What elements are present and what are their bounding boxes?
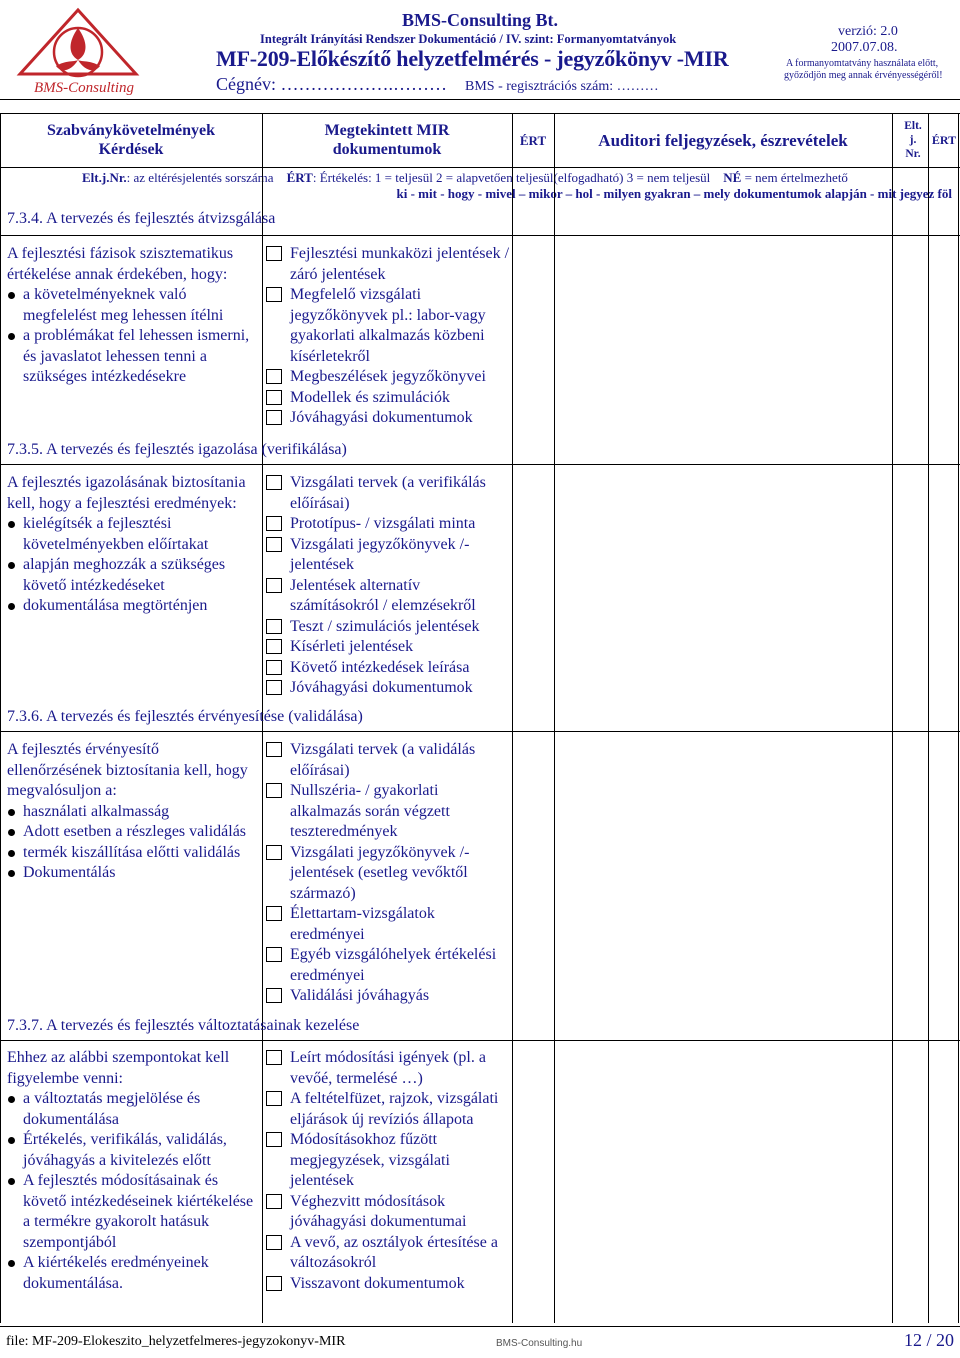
document-item — [266, 986, 512, 1007]
section-rule-735 — [0, 464, 960, 465]
document-item — [266, 658, 512, 679]
document-label: Fejlesztési munkaközi jelentések / záró jelentések — [290, 245, 510, 283]
document-title: MF-209-Előkészítő helyzetfelmérés - jegyzőkönyv -MIR — [216, 46, 729, 71]
document-item — [266, 1233, 512, 1274]
document-item — [266, 535, 512, 576]
column-header-elt-line3: Nr. — [905, 148, 921, 160]
grid-line-left — [0, 113, 1, 1323]
checkbox[interactable] — [266, 475, 282, 490]
document-label: Megfelelő vizsgálati jegyzőkönyvek pl.: labor-vagy gyakorlati alkalmazás közbeni kísérletekről — [290, 286, 486, 365]
date-text: 2007.07.08. — [831, 40, 898, 55]
column-header-ert: ÉRT — [519, 133, 547, 148]
version-text: verzió: 2.0 — [838, 24, 898, 39]
requirements-list — [7, 285, 257, 388]
document-item — [266, 1274, 512, 1295]
document-label: Véghezvitt módosítások jóváhagyási dokumentumai — [290, 1192, 467, 1230]
requirements-735 — [7, 473, 257, 617]
column-header-docs-line1: Megtekintett MIR — [324, 122, 450, 139]
document-item — [266, 945, 512, 986]
requirements-list — [7, 1089, 257, 1294]
system-line: Integrált Irányítási Rendszer Dokumentáció / IV. szint: Formanyomtatványok — [260, 32, 677, 46]
checkbox[interactable] — [266, 390, 282, 405]
document-label: Jóváhagyási dokumentumok — [290, 679, 473, 696]
checkbox[interactable] — [266, 1132, 282, 1147]
registration-label: BMS - regisztrációs szám: ……… — [465, 79, 659, 94]
checkbox[interactable] — [266, 639, 282, 654]
table-header-bottom-rule — [0, 167, 960, 168]
documents-734 — [266, 244, 512, 429]
document-item — [266, 781, 512, 843]
document-item — [266, 904, 512, 945]
checkbox[interactable] — [266, 845, 282, 860]
company-name-line — [216, 74, 659, 95]
document-label: Élettartam-vizsgálatok eredményei — [290, 905, 435, 943]
document-label: Vizsgálati tervek (a validálás előírásai) — [290, 741, 476, 779]
document-label: Modellek és szimulációk — [290, 388, 450, 406]
document-item — [266, 637, 512, 658]
legend-ne-label: NÉ — [723, 170, 742, 185]
legend-eltjnr-label: Elt.j.Nr. — [82, 170, 127, 185]
document-label: Módosításokhoz fűzött megjegyzések, vizsgálati jelentések — [290, 1131, 450, 1189]
requirements-737 — [7, 1048, 257, 1294]
document-item — [266, 576, 512, 617]
requirements-list — [7, 802, 257, 884]
checkbox[interactable] — [266, 783, 282, 798]
checkbox[interactable] — [266, 742, 282, 757]
company-name-label: Cégnév: ……………….……… — [216, 74, 447, 94]
documents-737 — [266, 1048, 512, 1294]
grid-line-docs — [512, 113, 513, 1323]
section-heading-734: 7.3.4. A tervezés és fejlesztés átvizsgálása — [7, 210, 276, 227]
legend-line-1 — [82, 170, 848, 186]
column-header-elt-line1: Elt. — [904, 120, 922, 132]
document-item — [266, 408, 512, 429]
legend-ert-label: ÉRT — [286, 170, 313, 185]
requirements-intro: Ehhez az alábbi szempontokat kell figyelembe venni: — [7, 1049, 230, 1087]
document-item — [266, 367, 512, 388]
document-item — [266, 1048, 512, 1089]
document-item — [266, 388, 512, 409]
column-header-elt-line2: j. — [909, 134, 917, 146]
document-label: Egyéb vizsgálóhelyek értékelési eredményei — [290, 946, 497, 984]
document-label: Vizsgálati jegyzőkönyvek /-jelentések (esetleg vevőktől származó) — [290, 843, 470, 902]
document-label: Jóváhagyási dokumentumok — [290, 409, 473, 426]
document-item — [266, 1130, 512, 1192]
checkbox[interactable] — [266, 1235, 282, 1250]
requirements-intro: A fejlesztés érvényesítő ellenőrzésének biztosítania kell, hogy megvalósuljon a: — [7, 741, 248, 799]
checkbox[interactable] — [266, 410, 282, 425]
document-item — [266, 617, 512, 638]
checkbox[interactable] — [266, 1091, 282, 1106]
requirement-item: a problémákat fel lehessen ismerni, és javaslatot lehessen tenni a szükséges intézkedésekre — [7, 326, 257, 388]
document-label: Visszavont dokumentumok — [290, 1274, 465, 1292]
checkbox[interactable] — [266, 1050, 282, 1065]
table-header-top-rule — [0, 113, 960, 114]
column-header-requirements-line2: Kérdések — [98, 141, 164, 158]
column-header-ert2: ÉRT — [931, 133, 957, 147]
section-heading-736: 7.3.6. A tervezés és fejlesztés érvényesítése (validálása) — [7, 708, 363, 725]
column-header-notes: Auditori feljegyzések, észrevételek — [598, 131, 848, 150]
column-header-elt — [897, 119, 929, 161]
document-label: Prototípus- / vizsgálati minta — [290, 515, 476, 532]
checkbox[interactable] — [266, 680, 282, 695]
company-logo — [8, 4, 148, 100]
document-label: A feltételfüzet, rajzok, vizsgálati eljárások új revíziós állapota — [290, 1090, 499, 1128]
requirement-item: A kiértékelés eredményeinek dokumentálása. — [7, 1253, 257, 1294]
document-label: Megbeszélések jegyzőkönyvei — [290, 368, 486, 385]
documents-736 — [266, 740, 512, 1007]
column-header-requirements-line1: Szabványkövetelmények — [47, 122, 215, 139]
column-header-requirements — [0, 121, 262, 159]
requirements-736 — [7, 740, 257, 884]
section-rule-734 — [0, 235, 960, 236]
section-rule-737 — [0, 1040, 960, 1041]
documents-735 — [266, 473, 512, 699]
checkbox[interactable] — [266, 906, 282, 921]
requirements-intro: A fejlesztési fázisok szisztematikus értékelése annak érdekében, hogy: — [7, 245, 234, 283]
document-label: Teszt / szimulációs jelentések — [290, 617, 480, 635]
document-label: Vizsgálati tervek (a verifikálás előírásai) — [290, 474, 486, 512]
requirements-list — [7, 514, 257, 617]
document-label: Validálási jóváhagyás — [290, 987, 430, 1004]
document-item — [266, 473, 512, 514]
document-item — [266, 285, 512, 367]
requirement-item: Dokumentálás — [7, 863, 257, 884]
logo-text: BMS-Consulting — [34, 80, 134, 96]
requirement-item: a követelményeknek való megfelelést meg lehessen ítélni — [7, 285, 257, 326]
requirement-item: A fejlesztés módosításainak és követő intézkedéseinek kiértékelése a termékre gyakorolt hatásuk szempontjából — [7, 1171, 257, 1253]
legend-ne-text: = nem értelmezhető — [744, 170, 848, 185]
requirement-item: termék kiszállítása előtti validálás — [7, 843, 257, 864]
footer-divider — [0, 1326, 960, 1327]
document-label: Nullszéria- / gyakorlati alkalmazás során végzett teszteredmények — [290, 782, 450, 840]
checkbox[interactable] — [266, 1276, 282, 1291]
document-label: Jelentések alternatív számításokról / elemzésekről — [290, 576, 476, 614]
column-header-docs-line2: dokumentumok — [332, 141, 442, 158]
document-item — [266, 1089, 512, 1130]
section-rule-736 — [0, 731, 960, 732]
requirement-item: a változtatás megjelölése és dokumentálása — [7, 1089, 257, 1130]
legend-eltjnr-text: : az eltérésjelentés sorszáma — [126, 170, 274, 185]
validity-note-2: győződjön meg annak érvényességéről! — [784, 70, 943, 81]
requirement-item: Értékelés, verifikálás, validálás, jóváhagyás a kivitelezés előtt — [7, 1130, 257, 1171]
checkbox[interactable] — [266, 537, 282, 552]
section-heading-737: 7.3.7. A tervezés és fejlesztés változtatásainak kezelése — [7, 1017, 360, 1034]
document-item — [266, 1192, 512, 1233]
checkbox[interactable] — [266, 246, 282, 261]
checkbox[interactable] — [266, 287, 282, 302]
checkbox[interactable] — [266, 619, 282, 634]
legend-ert-text: : Értékelés: 1 = teljesül 2 = alapvetően teljesül(elfogadható) 3 = nem teljesül — [312, 170, 711, 185]
footer-file-name: file: MF-209-Elokeszito_helyzetfelmeres-jegyzokonyv-MIR — [6, 1334, 346, 1349]
page-number: 12 / 20 — [903, 1330, 954, 1350]
document-label: Vizsgálati jegyzőkönyvek /-jelentések — [290, 535, 470, 573]
requirements-734 — [7, 244, 257, 388]
document-label: Követő intézkedések leírása — [290, 658, 470, 676]
requirements-intro: A fejlesztés igazolásának biztosítania kell, hogy a fejlesztési eredmények: — [7, 474, 246, 512]
requirement-item: használati alkalmasság — [7, 802, 257, 823]
grid-line-right — [958, 113, 959, 1323]
legend-line-2: ki - mit - hogy - mivel – mikor – hol - milyen gyakran – mely dokumentumok alapján - mit jegyez föl — [396, 186, 952, 201]
document-item — [266, 514, 512, 535]
requirement-item: Adott esetben a részleges validálás — [7, 822, 257, 843]
company-title: BMS-Consulting Bt. — [402, 10, 559, 30]
requirement-item: alapján meghozzák a szükséges követő intézkedéseket — [7, 555, 257, 596]
checkbox[interactable] — [266, 369, 282, 384]
checkbox[interactable] — [266, 947, 282, 962]
checkbox[interactable] — [266, 578, 282, 593]
grid-line-elt — [928, 113, 929, 1323]
checkbox[interactable] — [266, 516, 282, 531]
grid-line-notes — [892, 113, 893, 1323]
requirement-item: kielégítsék a fejlesztési követelményekben előírtakat — [7, 514, 257, 555]
document-item — [266, 843, 512, 905]
document-label: Leírt módosítási igények (pl. a vevőé, termelésé …) — [290, 1049, 486, 1087]
checkbox[interactable] — [266, 1194, 282, 1209]
footer-logo: BMS-Consulting.hu — [496, 1338, 583, 1349]
validity-note-1: A formanyomtatvány használata előtt, — [786, 58, 939, 69]
document-item — [266, 244, 512, 285]
requirement-item: dokumentálása megtörténjen — [7, 596, 257, 617]
document-item — [266, 740, 512, 781]
document-item — [266, 678, 512, 699]
column-header-docs — [262, 121, 512, 159]
checkbox[interactable] — [266, 988, 282, 1003]
document-label: A vevő, az osztályok értesítése a változásokról — [290, 1233, 498, 1271]
checkbox[interactable] — [266, 660, 282, 675]
section-heading-735: 7.3.5. A tervezés és fejlesztés igazolása (verifikálása) — [7, 441, 347, 458]
header-divider — [0, 99, 960, 100]
document-label: Kísérleti jelentések — [290, 638, 414, 655]
grid-line-ert — [554, 113, 555, 1323]
